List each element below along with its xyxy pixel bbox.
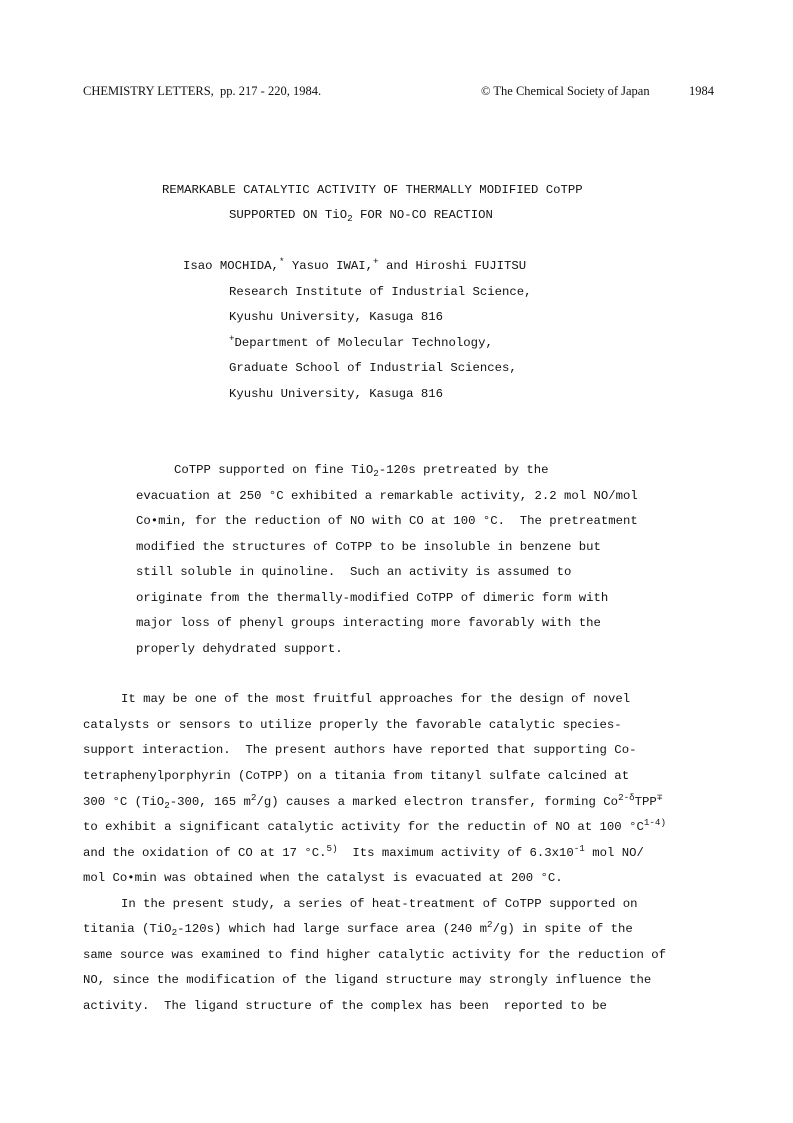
abstract-line: modified the structures of CoTPP to be insoluble in benzene but xyxy=(136,540,601,554)
affiliation-line: Research Institute of Industrial Science, xyxy=(229,285,532,299)
abstract-line: originate from the thermally-modified CoTPP of dimeric form with xyxy=(136,591,609,605)
body-line: titania (TiO$_2$-120s) which had large surface area (240 $m^2/g$) in spite of the xyxy=(83,918,633,939)
body-line: mol Co•min was obtained when the catalyst is evacuated at 200 °C. xyxy=(83,871,563,885)
abstract-line: still soluble in quinoline. Such an activity is assumed to xyxy=(136,565,572,579)
affiliation-line: Kyushu University, Kasuga 816 xyxy=(229,310,444,324)
copyright-notice: © The Chemical Society of Japan xyxy=(481,84,650,98)
body-line: In the present study, a series of heat-treatment of CoTPP supported on xyxy=(121,897,638,911)
body-line: NO, since the modification of the ligand structure may strongly influence the xyxy=(83,973,652,987)
body-line: catalysts or sensors to utilize properly the favorable catalytic species- xyxy=(83,718,622,732)
affiliation-line: Graduate School of Industrial Sciences, xyxy=(229,361,517,375)
body-line: support interaction. The present authors have reported that supporting Co- xyxy=(83,743,637,757)
header-year: 1984 xyxy=(689,84,714,98)
abstract-line: CoTPP supported on fine TiO$_2$-120s pretreated by the xyxy=(174,463,549,480)
body-line: to exhibit a significant catalytic activity for the reductin of NO at 100 $^\circ C^{1-4)}$ xyxy=(83,816,666,834)
affiliation-line: +Department of Molecular Technology, xyxy=(229,332,493,350)
body-line: same source was examined to find higher catalytic activity for the reduction of xyxy=(83,948,666,962)
body-line: and the oxidation of CO at 17 °C.$^{5)}$ Its maximum activity of $6.3x10^{-1}$ mol NO/ xyxy=(83,842,644,860)
author-list: Isao MOCHIDA,* Yasuo IWAI,+ and Hiroshi FUJITSU xyxy=(183,255,527,273)
title-line-1: REMARKABLE CATALYTIC ACTIVITY OF THERMALLY MODIFIED CoTPP xyxy=(162,183,583,197)
abstract-line: major loss of phenyl groups interacting more favorably with the xyxy=(136,616,601,630)
abstract-line: properly dehydrated support. xyxy=(136,642,343,656)
journal-citation: CHEMISTRY LETTERS, pp. 217 - 220, 1984. xyxy=(83,84,322,98)
abstract-line: Co•min, for the reduction of NO with CO at 100 °C. The pretreatment xyxy=(136,514,638,528)
body-line: activity. The ligand structure of the complex has been reported to be xyxy=(83,999,607,1013)
affiliation-line: Kyushu University, Kasuga 816 xyxy=(229,387,444,401)
body-line: It may be one of the most fruitful approaches for the design of novel xyxy=(121,692,631,706)
body-line: tetraphenylporphyrin (CoTPP) on a titania from titanyl sulfate calcined at xyxy=(83,769,630,783)
body-line: 300 °C (TiO$_2$-300, 165 $m^2/g$) causes a marked electron transfer, forming $Co^{2-\delta}TPP^\mp$ xyxy=(83,791,663,812)
title-line-2: SUPPORTED ON TiO$_2$ FOR NO-CO REACTION xyxy=(229,208,493,225)
abstract-line: evacuation at 250 °C exhibited a remarkable activity, 2.2 mol NO/mol xyxy=(136,489,638,503)
